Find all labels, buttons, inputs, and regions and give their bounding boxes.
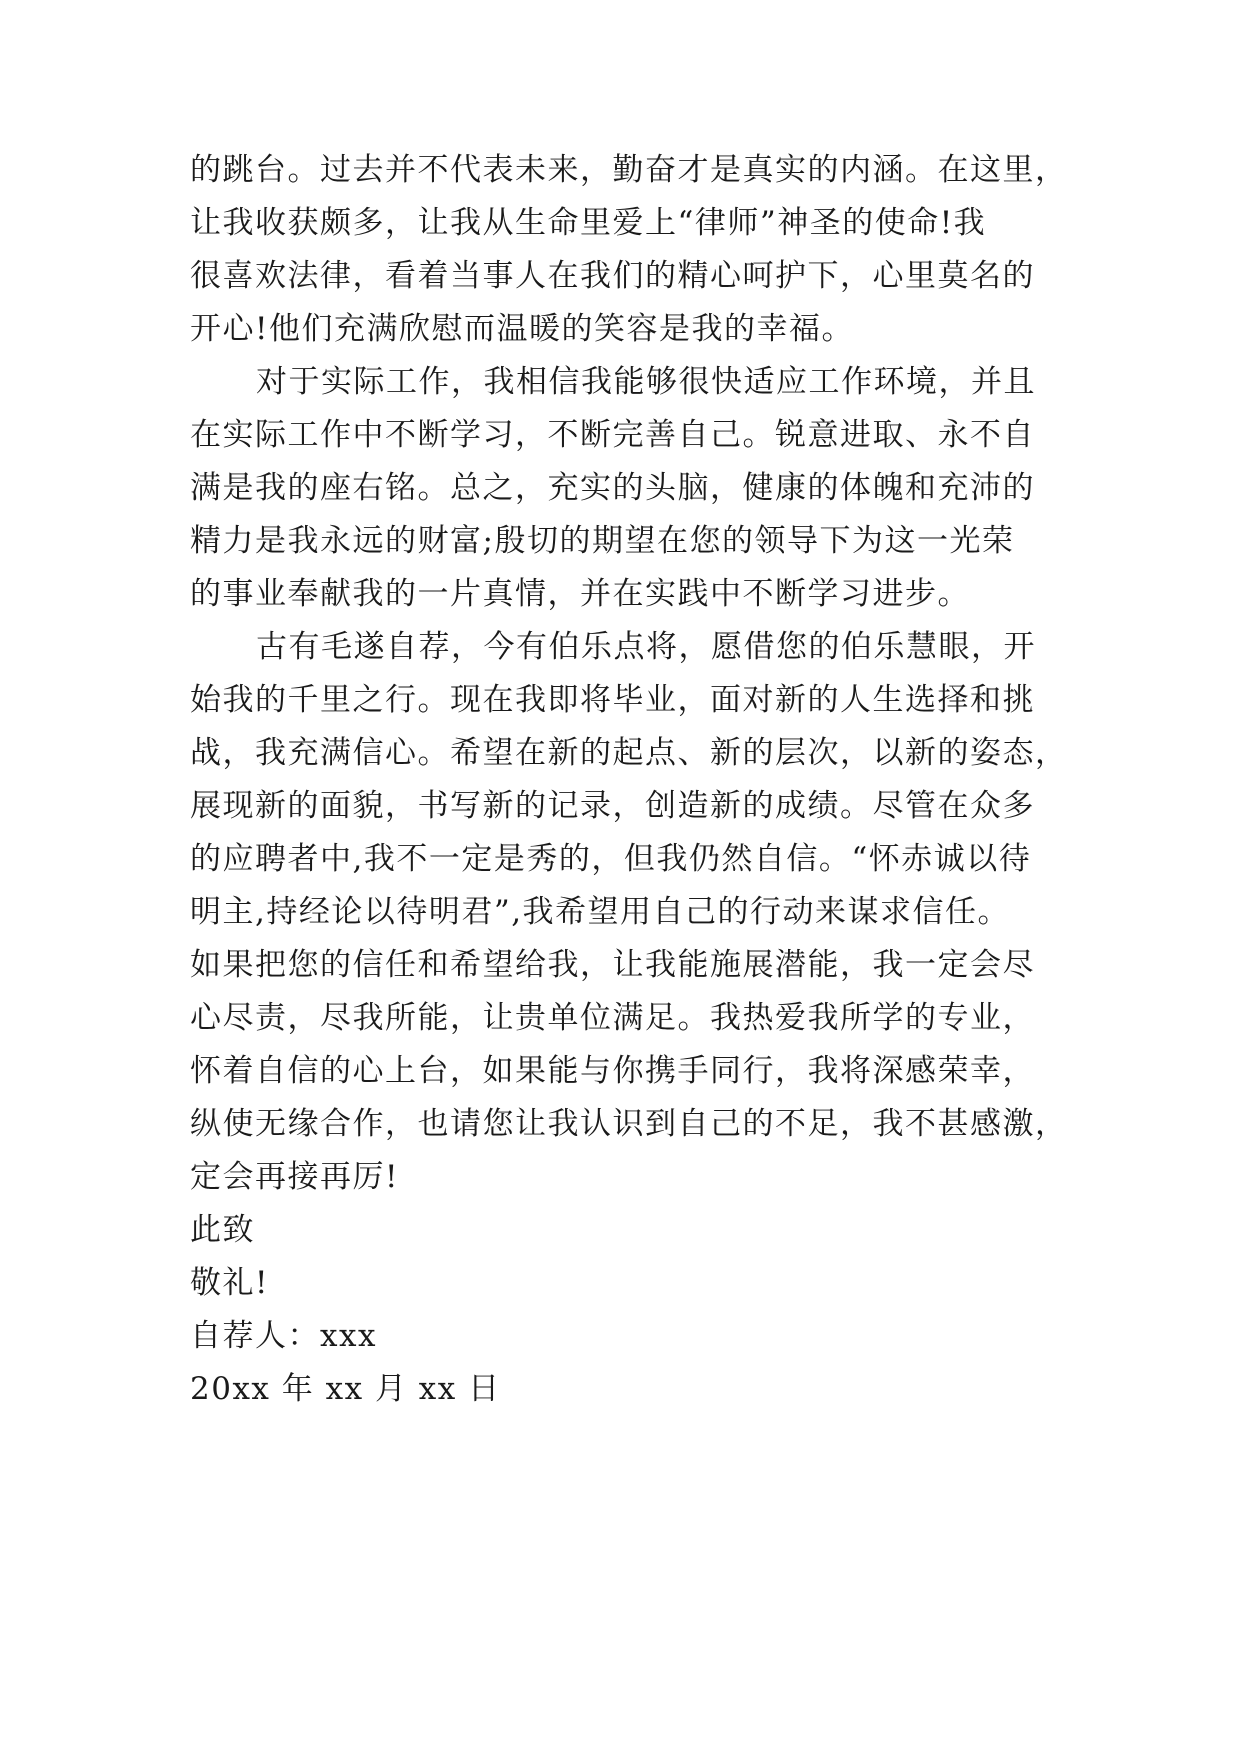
paragraph-2-line-2: 在实际工作中不断学习，不断完善自己。锐意进取、永不自 [190,417,1035,453]
paragraph-1-line-3: 很喜欢法律，看着当事人在我们的精心呵护下，心里莫名的 [190,258,1035,294]
paragraph-1-line-1: 的跳台。过去并不代表未来，勤奋才是真实的内涵。在这里， [190,152,1068,188]
paragraph-2-line-4: 精力是我永远的财富;殷切的期望在您的领导下为这一光荣 [190,523,1015,559]
paragraph-3-line-1: 古有毛遂自荐，今有伯乐点将，愿借您的伯乐慧眼，开 [256,629,1036,665]
paragraph-3-line-8: 心尽责，尽我所能，让贵单位满足。我热爱我所学的专业， [190,1000,1035,1036]
paragraph-3-line-5: 的应聘者中,我不一定是秀的，但我仍然自信。“怀赤诚以待 [190,841,1032,877]
paragraph-3-line-4: 展现新的面貌，书写新的记录，创造新的成绩。尽管在众多 [190,788,1035,824]
paragraph-3-line-7: 如果把您的信任和希望给我，让我能施展潜能，我一定会尽 [190,947,1035,983]
paragraph-3-line-10: 纵使无缘合作，也请您让我认识到自己的不足，我不甚感激， [190,1106,1068,1142]
paragraph-1-line-4: 开心!他们充满欣慰而温暖的笑容是我的幸福。 [190,311,854,347]
paragraph-1-line-2: 让我收获颇多，让我从生命里爱上“律师”神圣的使命!我 [190,205,987,241]
date-line: 20xx 年 xx 月 xx 日 [190,1371,501,1407]
paragraph-3-line-3: 战，我充满信心。希望在新的起点、新的层次，以新的姿态， [190,735,1068,771]
salutation-line-2: 敬礼! [190,1265,269,1301]
paragraph-3-line-6: 明主,持经论以待明君”,我希望用自己的行动来谋求信任。 [190,894,1011,930]
paragraph-3-line-9: 怀着自信的心上台，如果能与你携手同行，我将深感荣幸， [190,1053,1035,1089]
paragraph-2-line-3: 满是我的座右铭。总之，充实的头脑，健康的体魄和充沛的 [190,470,1035,506]
salutation-line-1: 此致 [190,1212,255,1248]
paragraph-3-line-11: 定会再接再厉! [190,1159,399,1195]
paragraph-2-line-1: 对于实际工作，我相信我能够很快适应工作环境，并且 [256,364,1036,400]
paragraph-3-line-2: 始我的千里之行。现在我即将毕业，面对新的人生选择和挑 [190,682,1035,718]
signature-line: 自荐人：xxx [190,1318,377,1354]
paragraph-2-line-5: 的事业奉献我的一片真情，并在实践中不断学习进步。 [190,576,970,612]
